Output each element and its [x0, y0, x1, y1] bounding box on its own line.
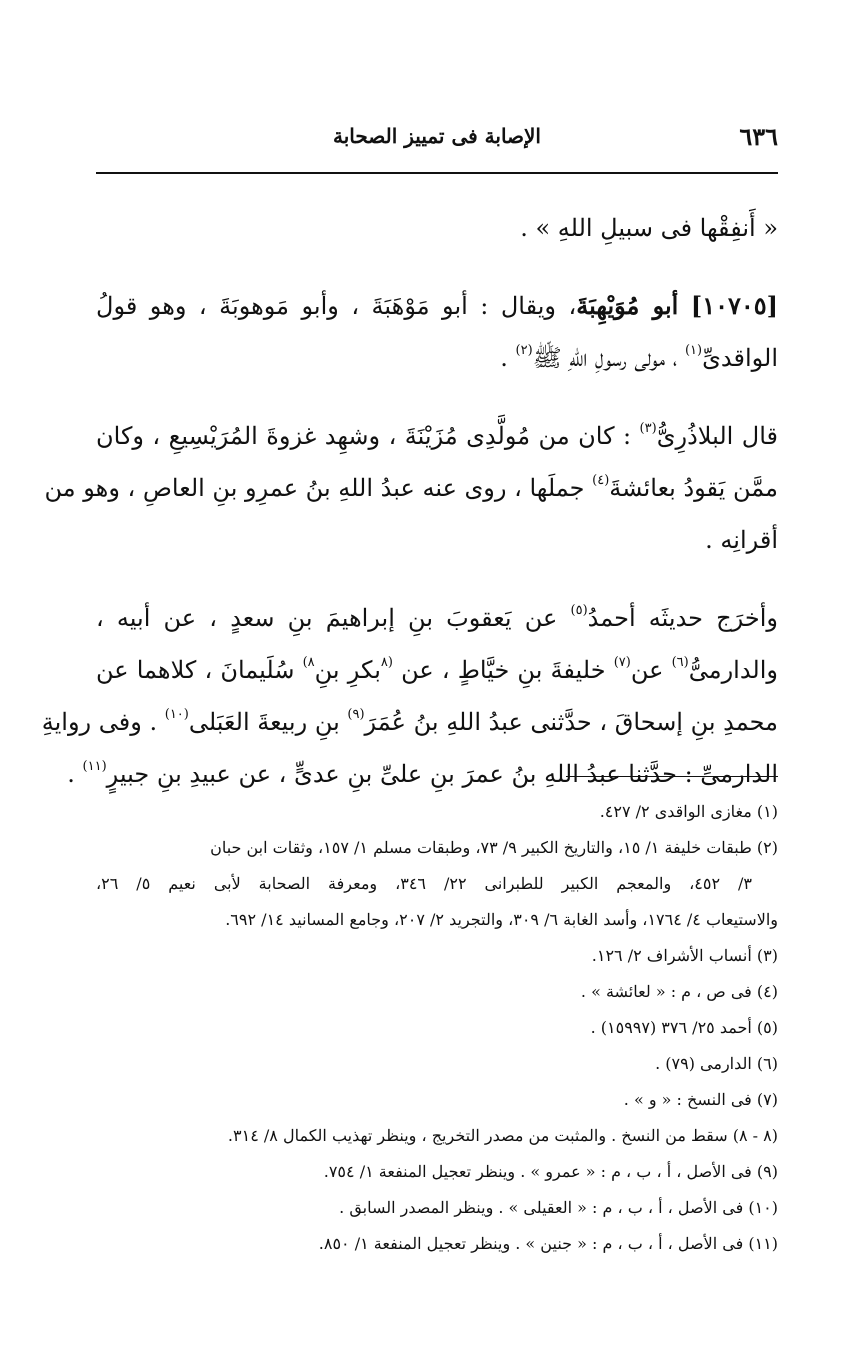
text-segment: بكرِ بنِ [314, 656, 381, 684]
text-segment: بنِ ربيعةَ العَبَلى [188, 708, 348, 736]
paragraph-gap [96, 566, 778, 592]
footnote-rule [566, 776, 778, 777]
text-line-4 [96, 410, 778, 462]
text-segment: . [500, 344, 516, 372]
main-text [41, 202, 779, 800]
text-segment: : كان من مُولَّدِى مُزَيْنَةَ ، وشهِد غزوةَ المُرَيْسِيعِ ، وكان [96, 422, 640, 450]
text-line-8 [96, 644, 778, 696]
paragraph-gap [96, 384, 778, 410]
running-title: الإصابة فى تمييز الصحابة [333, 124, 541, 148]
text-segment: . [67, 760, 83, 788]
text-line-5 [44, 462, 778, 514]
footnote-2-cont: ٣/ ٤٥٢، والمعجم الكبير للطبرانى ٢٢/ ٣٤٦، ومعرفة الصحابة لأبى نعيم ٥/ ٢٦، [96, 874, 753, 893]
text-segment: . وفى روايةِ [41, 708, 165, 736]
footnote-3: (٣) أنساب الأشراف ٢/ ١٢٦. [591, 946, 778, 965]
entry-name: أبو مُوَيْهِبَةَ [576, 291, 679, 320]
footnote-7: (٧) فى النسخ : « و » . [623, 1090, 778, 1109]
entry-text: ، ويقال : أبو مَوْهَبَةَ ، وأبو مَوهوبَةَ ، وهو قولُ [96, 292, 577, 320]
header-rule [96, 172, 778, 174]
footnote-6: (٦) الدارمى (٧٩) . [655, 1054, 778, 1073]
footnote-ref: (٥) [570, 603, 588, 618]
footnote-ref: (١) [684, 343, 703, 358]
text-line-9 [41, 696, 778, 748]
footnote-ref: (٧) [613, 655, 631, 670]
text-segment: أقرانِه . [705, 526, 778, 554]
footnote-ref: (٨ [380, 655, 393, 670]
footnote-8: (٨ - ٨) سقط من النسخ . والمثبت من مصدر التخريج ، وينظر تهذيب الكمال ٨/ ٣١٤. [227, 1126, 778, 1145]
text-line-10 [67, 748, 778, 800]
footnote-5: (٥) أحمد ٢٥/ ٣٧٦ (١٥٩٩٧) . [590, 1018, 778, 1037]
text-segment: وأخرَج حديثَه أحمدُ [587, 604, 778, 632]
text-segment: والدارمىُّ [688, 656, 778, 684]
footnote-4: (٤) فى ص ، م : « لعائشة » . [580, 982, 778, 1001]
text-segment: محمدِ بنِ إسحاقَ ، حدَّثنى عبدُ اللهِ بنُ عُمَرَ [364, 708, 778, 736]
footnote-ref: ٨) [302, 655, 315, 670]
text-segment: سُلَيمانَ ، كلاهما عن [96, 656, 303, 684]
footnote-1: (١) مغازى الواقدى ٢/ ٤٢٧. [599, 802, 778, 821]
footnote-ref: (٣) [639, 421, 657, 436]
footnote-ref: (١٠) [164, 707, 189, 722]
entry-number: [١٠٧٠٥] [690, 291, 779, 320]
text-segment: ممَّن يَقودُ بعائشةَ [609, 474, 778, 502]
quote-text: « أَنفِقْها فى سبيلِ اللهِ » . [520, 214, 778, 242]
text-segment: جملَها ، روى عنه عبدُ اللهِ بنُ عمرِو بنِ العاصِ ، وهو من [44, 474, 593, 502]
footnote-ref: (٦) [671, 655, 689, 670]
page-header [96, 122, 778, 162]
text-line-3 [96, 332, 778, 384]
footnote-ref: (٩) [347, 707, 365, 722]
text-line-7 [96, 592, 778, 644]
text-line-1 [96, 202, 778, 254]
text-segment: عن [630, 656, 672, 684]
footnote-9: (٩) فى الأصل ، أ ، ب ، م : « عمرو » . وينظر تعجيل المنفعة ١/ ٧٥٤. [323, 1162, 778, 1181]
entry-heading-line [96, 280, 778, 332]
footnote-11: (١١) فى الأصل ، أ ، ب ، م : « جنين » . وينظر تعجيل المنفعة ١/ ٨٥٠. [318, 1234, 778, 1253]
footnotes [96, 794, 778, 1262]
text-segment: ، مولى رسولِ اللهِ ﷺ [532, 344, 685, 372]
page-number: ٦٣٦ [739, 122, 778, 151]
text-segment: الدارمىِّ : حدَّثنا عبدُ اللهِ بنُ عمرَ بنِ علىِّ بنِ عدىٍّ ، عن عبيدِ بنِ جبيرٍ [106, 760, 778, 788]
footnote-ref: (٢) [515, 343, 533, 358]
footnote-10: (١٠) فى الأصل ، أ ، ب ، م : « العقيلى » . وينظر المصدر السابق . [339, 1198, 778, 1217]
text-segment: الواقدىِّ [702, 344, 778, 372]
text-line-6 [96, 514, 778, 566]
footnote-ref: (٤) [592, 473, 610, 488]
footnote-2-cont: والاستيعاب ٤/ ١٧٦٤، وأسد الغابة ٦/ ٣٠٩، والتجريد ٢/ ٢٠٧، وجامع المسانيد ١٤/ ٦٩٢. [225, 910, 778, 929]
paragraph-gap [96, 254, 778, 280]
footnote-ref: (١١) [82, 759, 107, 774]
text-segment: خليفةَ بنِ خيَّاطٍ ، عن [392, 656, 614, 684]
footnote-2: (٢) طبقات خليفة ١/ ١٥، والتاريخ الكبير ٩/ ٧٣، وطبقات مسلم ١/ ١٥٧، وثقات ابن حبان [210, 838, 778, 857]
text-segment: قال البلاذُرِىُّ [656, 422, 778, 450]
text-segment: عن يَعقوبَ بنِ إبراهيمَ بنِ سعدٍ ، عن أبيه ، [96, 604, 571, 632]
